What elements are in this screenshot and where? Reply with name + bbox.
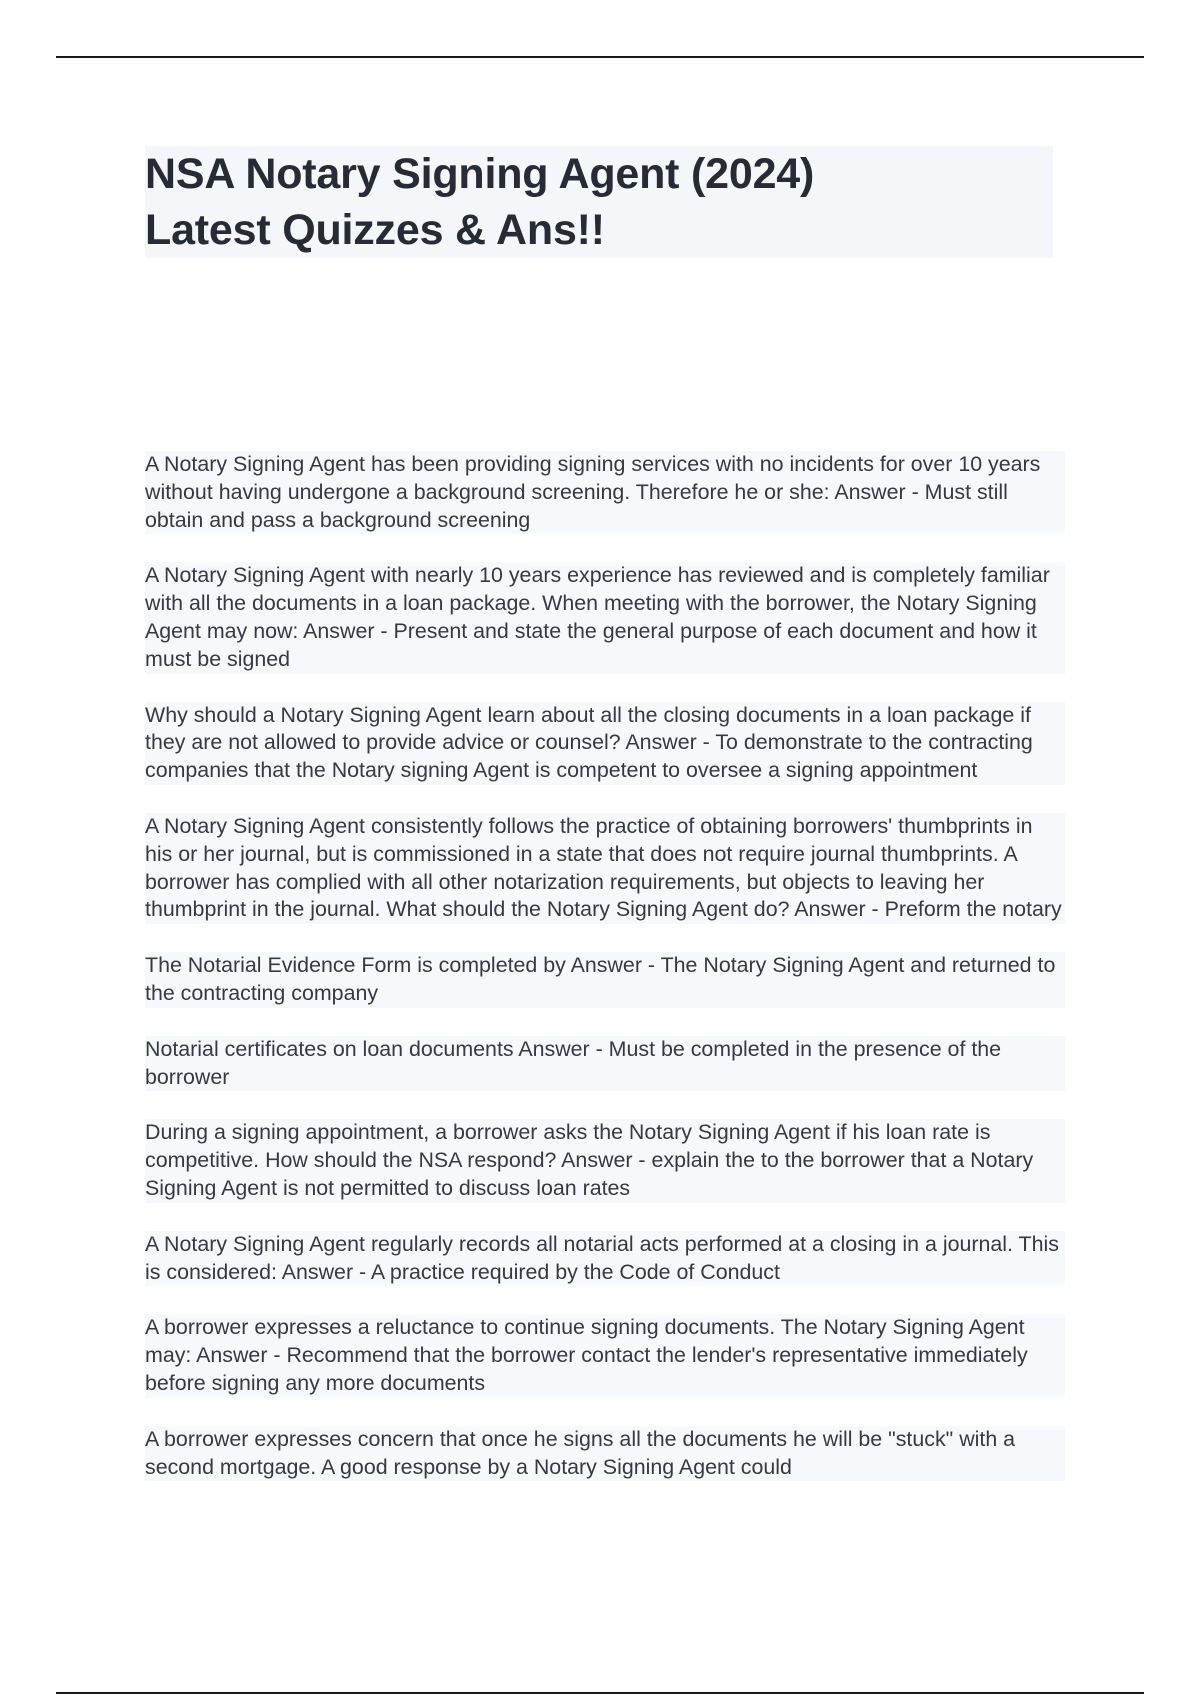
qa-item-4: A Notary Signing Agent consistently follows the practice of obtaining borrowers' thumbprints in his or her journal, but is commissioned in a state that does not require journal thumbprints. A borrower has complied with all other notarization requirements, but objects to leaving her thumbprint in the journal. What should the Notary Signing Agent do? Answer - Preform the notary	[145, 813, 1065, 924]
top-rule	[56, 56, 1144, 58]
qa-item-5: The Notarial Evidence Form is completed by Answer - The Notary Signing Agent and returned to the contracting company	[145, 952, 1065, 1008]
qa-item-3: Why should a Notary Signing Agent learn about all the closing documents in a loan package if they are not allowed to provide advice or counsel? Answer - To demonstrate to the contracting companies that the Notary signing Agent is competent to oversee a signing appointment	[145, 702, 1065, 785]
qa-item-9: A borrower expresses a reluctance to continue signing documents. The Notary Signing Agent may: Answer - Recommend that the borrower contact the lender's representative immediately before signing any more documents	[145, 1314, 1065, 1397]
qa-item-8: A Notary Signing Agent regularly records all notarial acts performed at a closing in a journal. This is considered: Answer - A practice required by the Code of Conduct	[145, 1231, 1065, 1287]
qa-item-7: During a signing appointment, a borrower asks the Notary Signing Agent if his loan rate is competitive. How should the NSA respond? Answer - explain the to the borrower that a Notary Signing Agent is not permitted to discuss loan rates	[145, 1119, 1065, 1202]
document-title	[145, 146, 1053, 258]
qa-list	[145, 451, 1065, 1509]
qa-item-10: A borrower expresses concern that once he signs all the documents he will be "stuck" with a second mortgage. A good response by a Notary Signing Agent could	[145, 1426, 1065, 1482]
bottom-rule	[56, 1692, 1144, 1694]
qa-item-1: A Notary Signing Agent has been providing signing services with no incidents for over 10 years without having undergone a background screening. Therefore he or she: Answer - Must still obtain and pass a background screening	[145, 451, 1065, 534]
qa-item-2: A Notary Signing Agent with nearly 10 years experience has reviewed and is completely familiar with all the documents in a loan package. When meeting with the borrower, the Notary Signing Agent may now: Answer - Present and state the general purpose of each document and how it must be signed	[145, 562, 1065, 673]
qa-item-6: Notarial certificates on loan documents Answer - Must be completed in the presence of the borrower	[145, 1036, 1065, 1092]
title-line-1: NSA Notary Signing Agent (2024)	[145, 150, 815, 198]
title-line-2: Latest Quizzes & Ans!!	[145, 206, 605, 254]
